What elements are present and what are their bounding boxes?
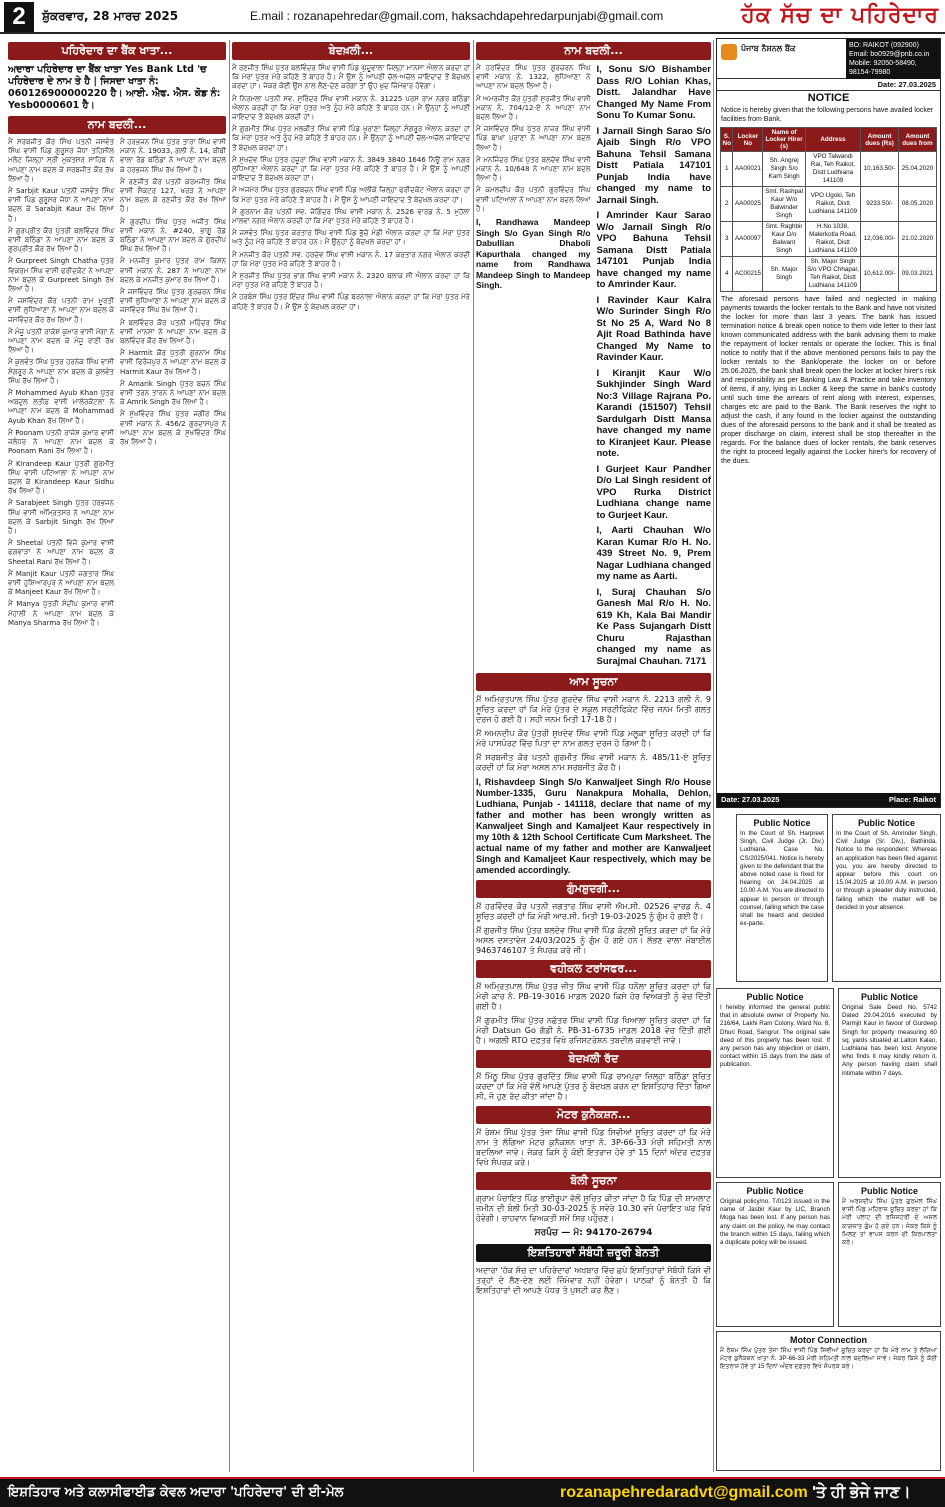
list-item: ਮੈਂ Manjit Kaur ਪਤਨੀ ਜਗਤਾਰ ਸਿੰਘ ਵਾਸੀ ਹੁਸ਼ਿਆਰਪੁਰ ਨੇ ਆਪਣਾ ਨਾਮ ਬਦਲ ਕੇ Manjeet Kaur ਰੱਖ ਲਿਆ ਹੈ। [8, 569, 114, 597]
list-item: ਮੈਂ ਸੁਰਜੀਤ ਸਿੰਘ ਪੁੱਤਰ ਭਾਗ ਸਿੰਘ ਵਾਸੀ ਮਕਾਨ ਨੰ. 2320 ਬਲਾਕ ਸੀ ਐਲਾਨ ਕਰਦਾ ਹਾਂ ਕਿ ਮੇਰਾ ਪੁੱਤਰ ਮੇਰੇ ਕਹਿਣੇ ਤੋਂ ਬਾਹਰ ਹੈ। [232, 272, 470, 290]
public-notice-2: Public Notice In the Court of Sh. Amrinder Singh, Civil Judge (Sr. Div.), Bathinda. Notice to the respondent: Whereas an application has been filed against you, you are hereby directed to appear before this court on 15.04.2025 at 10.00 A.M. in person or through a pleader duly instructed, failing which the matter will be decided in your absence. [832, 814, 941, 982]
list-item: ਮੈਂ ਮੰਜੂ ਪਤਨੀ ਰਾਕੇਸ਼ ਕੁਮਾਰ ਵਾਸੀ ਮੋਗਾ ਨੇ ਆਪਣਾ ਨਾਮ ਬਦਲ ਕੇ ਮੰਜੂ ਰਾਣੀ ਰੱਖ ਲਿਆ ਹੈ। [8, 327, 114, 355]
table-row: 2 AA00025 Smt. Rashpal Kaur W/o Balwinder Singh VPO Ugoki, Teh Raikot, Distt Ludhiana 141109 9233.50/- 08.05.2020 [721, 187, 937, 222]
list-item: I Kiranjit Kaur W/o Sukhjinder Singh Ward No:3 Village Rajrana Po. Karandi (151507) Tehsil Sardulgarh Distt Mansa have changed my name to Kiranjeet Kaur. Please note. [596, 367, 711, 459]
general-notice-heading: ਆਮ ਸੂਚਨਾ [476, 673, 711, 691]
bank-name: ਪੰਜਾਬ ਨੈਸ਼ਨਲ ਬੈਂਕ [741, 44, 796, 53]
list-item: ਮੈਂ Kirandeep Kaur ਪੁੱਤਰੀ ਗੁਰਮੀਤ ਸਿੰਘ ਵਾਸੀ ਪਟਿਆਲਾ ਨੇ ਆਪਣਾ ਨਾਮ ਬਦਲ ਕੇ Kirandeep Kaur Sidhu ਰੱਖ ਲਿਆ ਹੈ। [8, 459, 114, 496]
vehicle-transfer-heading: ਵਹੀਕਲ ਟਰਾਂਸਫਰ... [476, 960, 711, 978]
public-notice-1: Public Notice In the Court of Sh. Harpreet Singh, Civil Judge (Jr. Div.) Ludhiana. Case No. CS/2025/041. Notice is hereby given to the defendant that the above noted case is fixed for hearing on 24.04.2025 at 10.00 A.M. You are directed to appear in person or through counsel, failing which the case shall be heard and decided ex-parte. [736, 814, 828, 982]
list-item: ਮੈਂ ਸਰਬਜੀਤ ਕੌਰ ਪਤਨੀ ਗੁਰਮੀਤ ਸਿੰਘ ਵਾਸੀ ਮਕਾਨ ਨੰ. 485/11-ਏ ਸੂਚਿਤ ਕਰਦੀ ਹਾਂ ਕਿ ਮੇਰਾ ਅਸਲ ਨਾਮ ਸਰਬਜੀਤ ਕੌਰ ਹੈ। [476, 753, 711, 772]
issue-date: ਸ਼ੁੱਕਰਵਾਰ, 28 ਮਾਰਚ 2025 [42, 9, 179, 23]
notices-right-list [120, 138, 226, 631]
list-item: ਮੈਂ ਕਮਲਦੀਪ ਕੌਰ ਪਤਨੀ ਗੁਰਵਿੰਦਰ ਸਿੰਘ ਵਾਸੀ ਪਟਿਆਲਾ ਨੇ ਆਪਣਾ ਨਾਮ ਬਦਲ ਲਿਆ ਹੈ। [476, 186, 591, 213]
list-item: I Jarnail Singh Sarao S/o Ajaib Singh R/o VPO Bahuna Tehsil Samana Distt Patiala 147101 Punjab India have changed my name to Jarnail Singh. [596, 125, 711, 206]
auction-contact: ਸਰਪੰਚ — ਮੋ: 94170-26794 [534, 1228, 653, 1238]
name-change-heading-2: ਨਾਮ ਬਦਲੀ... [476, 42, 711, 60]
list-item: ਮੈਂ ਮਨਜਿੰਦਰ ਸਿੰਘ ਪੁੱਤਰ ਬਲਦੇਵ ਸਿੰਘ ਵਾਸੀ ਮਕਾਨ ਨੰ. 10/648 ਨੇ ਆਪਣਾ ਨਾਮ ਬਦਲ ਲਿਆ ਹੈ। [476, 155, 591, 183]
bank-logo-icon [721, 44, 737, 60]
bank-notice-intro: Notice is hereby given that the following persons have availed locker facilities from Bank. [721, 107, 934, 123]
table-row: 4 AC00215 Sh. Major Singh Sh. Major Singh S/o VPO Chhapar, Teh Raikot, Distt Ludhiana 141109 10,612.00/- 09.03.2021 [721, 257, 937, 292]
page-number: 2 [4, 2, 34, 32]
list-item: ਮੈਂ ਕੁਲਵੰਤ ਸਿੰਘ ਪੁੱਤਰ ਹਰਨੇਕ ਸਿੰਘ ਵਾਸੀ ਸੰਗਰੂਰ ਨੇ ਆਪਣਾ ਨਾਮ ਬਦਲ ਕੇ ਕੁਲਵੰਤ ਸਿੰਘ ਰੱਖ ਲਿਆ ਹੈ। [8, 358, 114, 385]
public-notice-5: Public Notice Original policy/no. T/0123 issued in the name of Jasbir Kaur by LIC, Branch Moga has been lost. If any person has any claim on the policy, he may contact the branch within 15 days, failing which a duplicate policy will be issued. [716, 1182, 834, 1327]
notices-left-list [8, 138, 114, 631]
list-item: I Ravinder Kaur Kalra W/o Surinder Singh R/o St No 25 A, Ward No 8 Ajit Road Bathinda have Changed My Name to Ravinder Kaur. [596, 294, 711, 363]
column-divider [473, 40, 474, 1472]
header-email[interactable]: E.mail : rozanapehredar@gmail.com, haksachdapehredarpunjabi@gmail.com [250, 9, 664, 23]
list-item: ਮੈਂ Manya ਪੁੱਤਰੀ ਸੰਦੀਪ ਕੁਮਾਰ ਵਾਸੀ ਮੋਹਾਲੀ ਨੇ ਆਪਣਾ ਨਾਮ ਬਦਲ ਕੇ Manya Sharma ਰੱਖ ਲਿਆ ਹੈ। [8, 600, 114, 627]
list-item: ਮੈਂ ਹਰਬੰਸ ਸਿੰਘ ਪੁੱਤਰ ਇੰਦਰ ਸਿੰਘ ਵਾਸੀ ਪਿੰਡ ਬਰਨਾਲਾ ਐਲਾਨ ਕਰਦਾ ਹਾਂ ਕਿ ਮੇਰਾ ਪੁੱਤਰ ਮੇਰੇ ਕਹਿਣੇ ਤੋਂ ਬਾਹਰ ਹੈ। ਮੈਂ ਉਸ ਨੂੰ ਬੇਦਖ਼ਲ ਕਰਦਾ ਹਾਂ। [232, 293, 470, 311]
list-item: ਮੈਂ ਸੁਖਦੇਵ ਸਿੰਘ ਪੁੱਤਰ ਹਜ਼ੂਰਾ ਸਿੰਘ ਵਾਸੀ ਮਕਾਨ ਨੰ. 3849 3840 1646 ਨਿਊ ਰਾਮ ਨਗਰ ਲੁਧਿਆਣਾ ਐਲਾਨ ਕਰਦਾ ਹਾਂ ਕਿ ਮੇਰਾ ਪੁੱਤਰ ਮੇਰੇ ਕਹਿਣੇ ਤੋਂ ਬਾਹਰ ਹੈ। ਮੈਂ ਉਸ ਨੂੰ ਆਪਣੀ ਜਾਇਦਾਦ ਤੋਂ ਬੇਦਖ਼ਲ ਕਰਦਾ ਹਾਂ। [232, 155, 470, 183]
page-footer [0, 1477, 945, 1507]
list-item: ਮੈਂ ਜਸਵਿੰਦਰ ਸਿੰਘ ਪੁੱਤਰ ਨਾਜ਼ਰ ਸਿੰਘ ਵਾਸੀ ਪਿੰਡ ਬਾਘਾ ਪੁਰਾਣਾ ਨੇ ਆਪਣਾ ਨਾਮ ਬਦਲ ਲਿਆ ਹੈ। [476, 125, 591, 152]
list-item: ਮੈਂ ਅਮ੍ਰਿਤਪਾਲ ਸਿੰਘ ਪੁੱਤਰ ਗੁਰਦੇਵ ਸਿੰਘ ਵਾਸੀ ਮਕਾਨ ਨੰ. 2213 ਗਲੀ ਨੰ. 9 ਸੂਚਿਤ ਕਰਦਾ ਹਾਂ ਕਿ ਮੇਰੇ ਪੁੱਤਰ ਦੇ ਸਕੂਲ ਸਰਟੀਫਿਕੇਟ ਵਿੱਚ ਜਨਮ ਮਿਤੀ ਗਲਤ ਦਰਜ ਹੋ ਗਈ ਹੈ। ਸਹੀ ਜਨਮ ਮਿਤੀ 17-18 ਹੈ। [476, 695, 711, 724]
page-header [0, 0, 945, 34]
bank-notice-footer: Date: 27.03.2025 Place: Raikot [717, 793, 940, 807]
list-item: ਮੈਂ ਮਿੱਠੂ ਸਿੰਘ ਪੁੱਤਰ ਗੁਰਦਿੱਤ ਸਿੰਘ ਵਾਸੀ ਪਿੰਡ ਰਾਮਪੁਰਾ ਜ਼ਿਲ੍ਹਾ ਬਠਿੰਡਾ ਸੂਚਿਤ ਕਰਦਾ ਹਾਂ ਕਿ ਮੇਰੇ ਵੱਲੋਂ ਆਪਣੇ ਪੁੱਤਰ ਨੂੰ ਬੇਦਖ਼ਲ ਕਰਨ ਦਾ ਇਸ਼ਤਿਹਾਰ ਦਿੱਤਾ ਗਿਆ ਸੀ, ਜੋ ਹੁਣ ਰੱਦ ਕੀਤਾ ਜਾਂਦਾ ਹੈ। [476, 1072, 711, 1101]
list-item: ਮੈਂ Sarabjeet Singh ਪੁੱਤਰ ਹਰਭਜਨ ਸਿੰਘ ਵਾਸੀ ਅੰਮ੍ਰਿਤਸਰ ਨੇ ਆਪਣਾ ਨਾਮ ਬਦਲ ਕੇ Sarbjit Singh ਰੱਖ ਲਿਆ ਹੈ। [8, 499, 114, 535]
column-misc-notices [476, 40, 711, 1472]
list-item: ਮੈਂ ਗੁਰਜੀਤ ਸਿੰਘ ਪੁੱਤਰ ਬਲਦੇਵ ਸਿੰਘ ਵਾਸੀ ਪਿੰਡ ਕੋਟਲੀ ਸੂਚਿਤ ਕਰਦਾ ਹਾਂ ਕਿ ਮੇਰੇ ਅਸਲ ਦਸਤਾਵੇਜ਼ 24/03/2025 ਨੂੰ ਗੁੰਮ ਹੋ ਗਏ ਹਨ। ਲੱਭਣ ਵਾਲਾ ਮੋਬਾਈਲ 9463746107 ਤੇ ਸੰਪਰਕ ਕਰੇ ਜੀ। [476, 926, 711, 955]
ad-disclaimer-text: ਅਦਾਰਾ 'ਹੱਕ ਸੱਚ ਦਾ ਪਹਿਰੇਦਾਰ' ਅਖ਼ਬਾਰ ਵਿੱਚ ਛਪੇ ਇਸ਼ਤਿਹਾਰਾਂ ਸੰਬੰਧੀ ਕਿਸੇ ਵੀ ਤਰ੍ਹਾਂ ਦੇ ਲੈਣ-ਦੇਣ ਲਈ ਜ਼ਿੰਮੇਵਾਰ ਨਹੀਂ ਹੋਵੇਗਾ। ਪਾਠਕਾਂ ਨੂੰ ਬੇਨਤੀ ਹੈ ਕਿ ਇਸ਼ਤਿਹਾਰਾਂ ਦੀ ਆਪਣੇ ਪੱਧਰ ਤੇ ਪੁਸ਼ਟੀ ਕਰ ਲੈਣ। [476, 1266, 711, 1295]
list-item: ਮੈਂ ਹਰਭਜਨ ਸਿੰਘ ਪੁੱਤਰ ਤਾਰਾ ਸਿੰਘ ਵਾਸੀ ਮਕਾਨ ਨੰ. 19033, ਗਲੀ ਨੰ. 14, ਬੀਬੀ ਵਾਲਾ ਰੋਡ ਬਠਿੰਡਾ ਨੇ ਆਪਣਾ ਨਾਮ ਬਦਲ ਕੇ ਹਰਭਜਨ ਸਿੰਘ ਰੱਖ ਲਿਆ ਹੈ। [120, 138, 226, 174]
disownment-heading: ਬੇਦਖ਼ਲੀ... [232, 42, 470, 60]
list-item: I, Randhawa Mandeep Singh S/o Gyan Singh R/o Dabullian Dhaboli Kapurthala changed my name from Randhawa Mandeep Singh to Mandeep Singh. [476, 217, 591, 291]
list-item: ਮੈਂ Poonam ਪਤਨੀ ਰਾਜੇਸ਼ ਕੁਮਾਰ ਵਾਸੀ ਜਲੰਧਰ ਨੇ ਆਪਣਾ ਨਾਮ ਬਦਲ ਕੇ Poonam Rani ਰੱਖ ਲਿਆ ਹੈ। [8, 428, 114, 456]
motor-connection-notice: Motor Connection ਮੈਂ ਰੇਸ਼ਮ ਸਿੰਘ ਪੁੱਤਰ ਤੇਜਾ ਸਿੰਘ ਵਾਸੀ ਪਿੰਡ ਸਿਵੀਆਂ ਸੂਚਿਤ ਕਰਦਾ ਹਾਂ ਕਿ ਮੇਰੇ ਨਾਮ ਤੇ ਲੱਗਿਆ ਮੋਟਰ ਕੁਨੈਕਸ਼ਨ ਖਾਤਾ ਨੰ. 3P-66-33 ਮੇਰੀ ਸਹਿਮਤੀ ਨਾਲ ਬਦਲਿਆ ਜਾਵੇ। ਜੇਕਰ ਕਿਸੇ ਨੂੰ ਕੋਈ ਇਤਰਾਜ਼ ਹੋਵੇ ਤਾਂ 15 ਦਿਨਾਂ ਅੰਦਰ ਦਫ਼ਤਰ ਵਿਖੇ ਸੰਪਰਕ ਕਰੇ। [716, 1331, 941, 1471]
name-change-heading: ਨਾਮ ਬਦਲੀ... [8, 116, 226, 134]
list-item: ਮੈਂ Gurpreet Singh Chatha ਪੁੱਤਰ ਵਿਕਰਮ ਸਿੰਘ ਵਾਸੀ ਫਰੀਦਕੋਟ ਨੇ ਆਪਣਾ ਨਾਮ ਬਦਲ ਕੇ Gurpreet Singh ਰੱਖ ਲਿਆ ਹੈ। [8, 257, 114, 294]
column-divider [713, 40, 714, 1472]
list-item: ਮੈਂ ਗੁਰਮੀਤ ਸਿੰਘ ਪੁੱਤਰ ਨਛੱਤਰ ਸਿੰਘ ਵਾਸੀ ਪਿੰਡ ਖਿਆਲਾ ਸੂਚਿਤ ਕਰਦਾ ਹਾਂ ਕਿ ਮੇਰੀ Datsun Go ਗੱਡੀ ਨੰ. PB-31-6735 ਮਾਡਲ 2018 ਵੇਚ ਦਿੱਤੀ ਗਈ ਹੈ। ਅਗਲੀ RTO ਦਫ਼ਤਰ ਵਿਖੇ ਰਜਿਸਟਰੇਸ਼ਨ ਤਬਦੀਲ ਕਰਵਾਈ ਜਾਵੇ। [476, 1016, 711, 1045]
list-item: ਮੈਂ Mohammed Ayub Khan ਪੁੱਤਰ ਅਬਦੁਲ ਲਤੀਫ਼ ਵਾਸੀ ਮਾਲੇਰਕੋਟਲਾ ਨੇ ਆਪਣਾ ਨਾਮ ਬਦਲ ਕੇ Mohammad Ayub Khan ਰੱਖ ਲਿਆ ਹੈ। [8, 389, 114, 425]
bank-notice-title: NOTICE [807, 92, 850, 104]
ad-disclaimer-heading: ਇਸ਼ਤਿਹਾਰਾਂ ਸੰਬੰਧੀ ਜ਼ਰੂਰੀ ਬੇਨਤੀ [476, 1244, 711, 1262]
list-item: ਮੈਂ ਰਣਜੀਤ ਸਿੰਘ ਪੁੱਤਰ ਬਲਵਿੰਦਰ ਸਿੰਘ ਵਾਸੀ ਪਿੰਡ ਘੁੱਦੂਵਾਲਾ ਜ਼ਿਲ੍ਹਾ ਮਾਨਸਾ ਐਲਾਨ ਕਰਦਾ ਹਾਂ ਕਿ ਮੇਰਾ ਪੁੱਤਰ ਮੇਰੇ ਕਹਿਣੇ ਤੋਂ ਬਾਹਰ ਹੈ। ਮੈਂ ਉਸ ਨੂੰ ਆਪਣੀ ਚੱਲ-ਅਚੱਲ ਜਾਇਦਾਦ ਤੋਂ ਬੇਦਖ਼ਲ ਕਰਦਾ ਹਾਂ। ਜੇਕਰ ਕੋਈ ਉਸ ਨਾਲ ਲੈਣ-ਦੇਣ ਕਰੇਗਾ ਤਾਂ ਉਹ ਖ਼ੁਦ ਜ਼ਿੰਮੇਵਾਰ ਹੋਵੇਗਾ। [232, 64, 470, 91]
list-item: ਮੈਂ ਅਮ੍ਰਿਤਪਾਲ ਸਿੰਘ ਪੁੱਤਰ ਜੀਤ ਸਿੰਘ ਵਾਸੀ ਪਿੰਡ ਧਨੌਲਾ ਸੂਚਿਤ ਕਰਦਾ ਹਾਂ ਕਿ ਮੇਰੀ ਕਾਰ ਨੰ. PB-19-3016 ਮਾਡਲ 2020 ਕਿਸੇ ਹੋਰ ਵਿਅਕਤੀ ਨੂੰ ਵੇਚ ਦਿੱਤੀ ਗਈ ਹੈ। [476, 982, 711, 1011]
list-item: ਮੈਂ ਜਸਵਿੰਦਰ ਸਿੰਘ ਪੁੱਤਰ ਗੁਰਚਰਨ ਸਿੰਘ ਵਾਸੀ ਲੁਧਿਆਣਾ ਨੇ ਆਪਣਾ ਨਾਮ ਬਦਲ ਕੇ ਜਸਵਿੰਦਰ ਸਿੰਘ ਰੱਖ ਲਿਆ ਹੈ। [120, 288, 226, 315]
disownment-cancel-heading: ਬੇਦਖ਼ਲੀ ਰੱਦ [476, 1050, 711, 1068]
locker-table: S. No Locker No Name of Locker Hirer (s) Address Amount dues (Rs) Amount dues from 1 AA00021 Sh. Angrej Singh S/o Karh Singh VPO Talwandi Rai, Teh Raikot, Distt Ludhiana 141109 10,163.50/- 25.04.2020 2 AA00025 Smt. Rashpal Kaur W/o Balwinder Singh VPO Ugoki, Teh Raikot, Distt Ludhiana 141109 9233.50/- 08.05.2020 3 AA00097 Smt. Raghbir Kaur D/o Balwant Singh H.No 1038, Malerkotla Road, Raikot, Distt Ludhiana 141109 12,036.00/- 21.02.2020 4 AC00215 Sh. Major Singh Sh. Major Singh S/o VPO Chhapar, Teh Raikot, Distt Ludhiana 141109 10,612.00/- 09.03.2021 [720, 127, 937, 292]
name-right-list [597, 64, 712, 671]
list-item: ਮੈਂ ਗੁਰਪ੍ਰੀਤ ਕੌਰ ਪੁੱਤਰੀ ਬਲਵਿੰਦਰ ਸਿੰਘ ਵਾਸੀ ਬਠਿੰਡਾ ਨੇ ਆਪਣਾ ਨਾਮ ਬਦਲ ਕੇ ਗੁਰਪ੍ਰੀਤ ਕੌਰ ਰੱਖ ਲਿਆ ਹੈ। [8, 226, 114, 254]
footer-email[interactable]: rozanapehredaradvt@gmail.com 'ਤੇ ਹੀ ਭੇਜੇ ਜਾਣ। [560, 1484, 911, 1501]
list-item: ਗ੍ਰਾਮ ਪੰਚਾਇਤ ਪਿੰਡ ਭਾਈਰੂਪਾ ਵੱਲੋਂ ਸੂਚਿਤ ਕੀਤਾ ਜਾਂਦਾ ਹੈ ਕਿ ਪਿੰਡ ਦੀ ਸ਼ਾਮਲਾਟ ਜ਼ਮੀਨ ਦੀ ਬੋਲੀ ਮਿਤੀ 30-03-2025 ਨੂੰ ਸਵੇਰੇ 10.30 ਵਜੇ ਪੰਚਾਇਤ ਘਰ ਵਿਖੇ ਹੋਵੇਗੀ। ਚਾਹਵਾਨ ਵਿਅਕਤੀ ਸਮੇਂ ਸਿਰ ਪਹੁੰਚਣ। [476, 1194, 711, 1223]
bank-notice-date: Date: 27.03.2025 [717, 79, 940, 91]
list-item: ਮੈਂ ਗੁਰਨਾਮ ਕੌਰ ਪਤਨੀ ਸਵ. ਜੋਗਿੰਦਰ ਸਿੰਘ ਵਾਸੀ ਮਕਾਨ ਨੰ. 2526 ਵਾਰਡ ਨੰ. 5 ਮੁਹੱਲਾ ਮਾਲਵਾ ਨਗਰ ਐਲਾਨ ਕਰਦੀ ਹਾਂ ਕਿ ਮੇਰਾ ਪੁੱਤਰ ਮੇਰੇ ਕਹਿਣੇ ਤੋਂ ਬਾਹਰ ਹੈ। [232, 207, 470, 226]
list-item: ਮੈਂ Amarik Singh ਪੁੱਤਰ ਬਚਨ ਸਿੰਘ ਵਾਸੀ ਤਰਨ ਤਾਰਨ ਨੇ ਆਪਣਾ ਨਾਮ ਬਦਲ ਕੇ Amrik Singh ਰੱਖ ਲਿਆ ਹੈ। [120, 379, 226, 407]
list-item: ਮੈਂ ਮਨਜੀਤ ਕੌਰ ਪਤਨੀ ਸਵ. ਹਰਦੇਵ ਸਿੰਘ ਵਾਸੀ ਮਕਾਨ ਨੰ. 17 ਕਰਤਾਰ ਨਗਰ ਐਲਾਨ ਕਰਦੀ ਹਾਂ ਕਿ ਮੇਰਾ ਪੁੱਤਰ ਮੇਰੇ ਕਹਿਣੇ ਤੋਂ ਬਾਹਰ ਹੈ। [232, 250, 470, 268]
public-notice-6: Public Notice ਮੈਂ ਅਰਸ਼ਦੀਪ ਸਿੰਘ ਪੁੱਤਰ ਗੁਰਮੇਲ ਸਿੰਘ ਵਾਸੀ ਪਿੰਡ ਮਹਿਰਾਜ ਸੂਚਿਤ ਕਰਦਾ ਹਾਂ ਕਿ ਮੇਰੀ ਪਲਾਟ ਦੀ ਰਜਿਸਟਰੀ ਦੇ ਅਸਲ ਕਾਗਜ਼ਾਤ ਗੁੰਮ ਹੋ ਗਏ ਹਨ। ਜੇਕਰ ਕਿਸੇ ਨੂੰ ਮਿਲਣ ਤਾਂ ਵਾਪਸ ਕਰਨ ਦੀ ਕਿਰਪਾਲਤਾ ਕਰੇ। [838, 1182, 941, 1327]
table-row: 1 AA00021 Sh. Angrej Singh S/o Karh Singh VPO Talwandi Rai, Teh Raikot, Distt Ludhiana 141109 10,163.50/- 25.04.2020 [721, 152, 937, 187]
bank-branch-info: BO: RAIKOT (092900) Email: bo0929@pnb.co.in Mobile: 92050-58490, 98154-79980 [846, 39, 940, 79]
list-item: ਮੈਂ ਨਿਰਮਲਾ ਪਤਨੀ ਸਵ. ਸੁਰਿੰਦਰ ਸਿੰਘ ਵਾਸੀ ਮਕਾਨ ਨੰ. 31225 ਪਰਸ ਰਾਮ ਨਗਰ ਬਠਿੰਡਾ ਐਲਾਨ ਕਰਦੀ ਹਾਂ ਕਿ ਮੇਰਾ ਪੁੱਤਰ ਅਤੇ ਨੂੰਹ ਮੇਰੇ ਕਹਿਣੇ ਤੋਂ ਬਾਹਰ ਹਨ। ਮੈਂ ਉਨ੍ਹਾਂ ਨੂੰ ਆਪਣੀ ਜਾਇਦਾਦ ਤੋਂ ਬੇਦਖ਼ਲ ਕਰਦੀ ਹਾਂ। [232, 94, 470, 122]
masthead: ਹੱਕ ਸੱਚ ਦਾ ਪਹਿਰੇਦਾਰ [741, 2, 939, 28]
list-item: ਮੈਂ ਬਲਵਿੰਦਰ ਕੌਰ ਪਤਨੀ ਮਹਿੰਦਰ ਸਿੰਘ ਵਾਸੀ ਮਾਨਸਾ ਨੇ ਆਪਣਾ ਨਾਮ ਬਦਲ ਕੇ ਬਲਵਿੰਦਰ ਕੌਰ ਰੱਖ ਲਿਆ ਹੈ। [120, 318, 226, 346]
column-divider [229, 40, 230, 1472]
list-item: ਮੈਂ ਜਸਵਿੰਦਰ ਕੌਰ ਪਤਨੀ ਰਾਮ ਮੂਰਤੀ ਵਾਸੀ ਲੁਧਿਆਣਾ ਨੇ ਆਪਣਾ ਨਾਮ ਬਦਲ ਕੇ ਜਸਵਿੰਦਰ ਕੌਰ ਰੱਖ ਲਿਆ ਹੈ। [8, 297, 114, 324]
list-item: ਮੈਂ ਜਸਵੰਤ ਸਿੰਘ ਪੁੱਤਰ ਕਰਤਾਰ ਸਿੰਘ ਵਾਸੀ ਪਿੰਡ ਭੁੱਚੋ ਮੰਡੀ ਐਲਾਨ ਕਰਦਾ ਹਾਂ ਕਿ ਮੇਰਾ ਪੁੱਤਰ ਅਤੇ ਨੂੰਹ ਮੇਰੇ ਕਹਿਣੇ ਤੋਂ ਬਾਹਰ ਹਨ। ਮੈਂ ਉਨ੍ਹਾਂ ਨੂੰ ਬੇਦਖ਼ਲ ਕਰਦਾ ਹਾਂ। [232, 229, 470, 247]
list-item: ਮੈਂ Harmit ਕੌਰ ਪੁੱਤਰੀ ਗੁਰਨਾਮ ਸਿੰਘ ਵਾਸੀ ਫਿਰੋਜ਼ਪੁਰ ਨੇ ਆਪਣਾ ਨਾਮ ਬਦਲ ਕੇ Harmit Kaur ਰੱਖ ਲਿਆ ਹੈ। [120, 349, 226, 376]
list-item: ਮੈਂ ਗੁਰਦੀਪ ਸਿੰਘ ਪੁੱਤਰ ਅਜੀਤ ਸਿੰਘ ਵਾਸੀ ਮਕਾਨ ਨੰ. #240, ਭਾਗੂ ਰੋਡ ਬਠਿੰਡਾ ਨੇ ਆਪਣਾ ਨਾਮ ਬਦਲ ਕੇ ਗੁਰਦੀਪ ਸਿੰਘ ਰੱਖ ਲਿਆ ਹੈ। [120, 217, 226, 254]
list-item: I, Suraj Chauhan S/o Ganesh Mal R/o H. No. 619 Kh, Kala Bai Mandir Ke Pass Sujangarh Distt Churu Rajasthan changed my name as Surajmal Chauhan. 7171 [596, 586, 711, 667]
column-name-change [8, 40, 226, 1472]
footer-text: ਇਸ਼ਤਿਹਾਰ ਅਤੇ ਕਲਾਸੀਫਾਈਡ ਕੇਵਲ ਅਦਾਰਾ 'ਪਹਿਰੇਦਾਰ' ਦੀ ਈ-ਮੇਲ [8, 1485, 344, 1500]
list-item: I, Sonu S/O Bishamber Dass R/O Lohian Khas, Distt. Jalandhar Have Changed My Name From Sonu To Kumar Sonu. [596, 64, 711, 121]
list-item: ਮੈਂ ਰਣਜੀਤ ਕੌਰ ਪਤਨੀ ਕਰਮਜੀਤ ਸਿੰਘ ਵਾਸੀ ਸੈਕਟਰ 127, ਖਰੜ ਨੇ ਆਪਣਾ ਨਾਮ ਬਦਲ ਕੇ ਰਣਜੀਤ ਕੌਰ ਰੱਖ ਲਿਆ ਹੈ। [120, 177, 226, 214]
table-row: 3 AA00097 Smt. Raghbir Kaur D/o Balwant Singh H.No 1038, Malerkotla Road, Raikot, Distt Ludhiana 141109 12,036.00/- 21.02.2020 [721, 222, 937, 257]
list-item: ਮੈਂ ਮਨਜੀਤ ਕੁਮਾਰ ਪੁੱਤਰ ਰਾਮ ਕਿਸ਼ਨ ਵਾਸੀ ਮਕਾਨ ਨੰ. 287 ਨੇ ਆਪਣਾ ਨਾਮ ਬਦਲ ਕੇ ਮਨਜੀਤ ਕੁਮਾਰ ਰੱਖ ਲਿਆ ਹੈ। [120, 257, 226, 284]
bank-notice-body: The aforesaid persons have failed and neglected in making payments towards the locker rentals to the Bank and have not visited the locker for more than last 3 years. The bank has issued termination notice & break open notice to them vide letter to their last known communicated address with the bank advising them to make the repayment of locker rentals or operate the locker. This is final notice to notify that if the above mentioned persons fails to pay the locker rentals to the Bank/operate the locker on or before 25.06.2025, the bank shall break open the locker at locker hirer's risk and responsibility as per Banking Law & Practice and take inventory of items, if any, lying in Locker & keep the same in bank's custody until such time the arrears of rent along with interest, expenses, charges etc are paid to the Bank. The Bank reserves the right to adjust the cash, if any found in the locker against the outstanding dues of the aforesaid persons to the bank and it shall be treated as proper discharge on claim, interest shall be stop thereafter in the regards. For the balance dues of locker rentals, the bank reserves the right to proceed legally against the Locker hirer's for recovery of the dues. [721, 296, 936, 465]
public-notice-3: Public Notice I hereby informed the general public that in absolute owner of Property No. 216/64, Lakhi Ram Colony, Ward No. 8, Dhuri Road, Sangrur. The original sale deed of this property has been lost. If any person has any objection or claim, contact within 15 days from the date of publication. [716, 988, 834, 1178]
list-item: I Gurjeet Kaur Pandher D/o Lal Singh resident of VPO Rurka District Ludhiana change name to Gurjeet Kaur. [596, 463, 711, 521]
missing-heading: ਗੁੰਮਸ਼ੁਦਗੀ... [476, 880, 711, 898]
list-item: I, Rishavdeep Singh S/o Kanwaljeet Singh R/o House Number-1335, Guru Nanakpura Mohalla, Dehlon, Ludhiana, Punjab - 141118, declare that name of my father and mother has been wrongly written as Kanwaljeet Singh and Kamaljeet Kaur respectively in my 10th & 12th School Certificate Cum Marksheet. The actual name of my father and mother are Kanwaljeet Singh and Kamaljeet Kaur respectively, which may be amended accordingly. [476, 777, 711, 875]
motor-connection-heading: ਮੋਟਰ ਕੁਨੈਕਸ਼ਨ... [476, 1106, 711, 1124]
list-item: ਮੈਂ ਹਰਵਿੰਦਰ ਕੌਰ ਪਤਨੀ ਜਗਤਾਰ ਸਿੰਘ ਵਾਸੀ ਐਮ.ਸੀ. 02526 ਵਾਰਡ ਨੰ. 4 ਸੂਚਿਤ ਕਰਦੀ ਹਾਂ ਕਿ ਮੇਰੀ ਆਰ.ਸੀ. ਮਿਤੀ 19-03-2025 ਨੂੰ ਗੁੰਮ ਹੋ ਗਈ ਹੈ। [476, 902, 711, 921]
list-item: ਮੈਂ ਅਮਨਦੀਪ ਕੌਰ ਪੁੱਤਰੀ ਸੁਖਦੇਵ ਸਿੰਘ ਵਾਸੀ ਪਿੰਡ ਮਲੂਕਾ ਸੂਚਿਤ ਕਰਦੀ ਹਾਂ ਕਿ ਮੇਰੇ ਪਾਸਪੋਰਟ ਵਿੱਚ ਪਿਤਾ ਦਾ ਨਾਮ ਗਲਤ ਦਰਜ ਹੋ ਗਿਆ ਹੈ। [476, 729, 711, 748]
list-item: ਮੈਂ ਹਰਵਿੰਦਰ ਸਿੰਘ ਪੁੱਤਰ ਗੁਰਚਰਨ ਸਿੰਘ ਵਾਸੀ ਮਕਾਨ ਨੰ. 1322, ਲੁਧਿਆਣਾ ਨੇ ਆਪਣਾ ਨਾਮ ਬਦਲ ਲਿਆ ਹੈ। [476, 64, 591, 91]
public-notice-4: Public Notice Original Sale Deed No. 5742 Dated 29.04.2016 executed by Parmjit Kaur in favour of Gurdeep Singh for property measuring 60 sq. yards situated at Lalton Kalan, Ludhiana has been lost. Anyone who finds it may kindly return it. Any person having claim shall intimate within 7 days. [838, 988, 941, 1178]
list-item: ਮੈਂ Sheetal ਪਤਨੀ ਵਿਜੇ ਕੁਮਾਰ ਵਾਸੀ ਫਗਵਾੜਾ ਨੇ ਆਪਣਾ ਨਾਮ ਬਦਲ ਕੇ Sheetal Rani ਰੱਖ ਲਿਆ ਹੈ। [8, 539, 114, 566]
auction-heading: ਬੋਲੀ ਸੂਚਨਾ [476, 1172, 711, 1190]
list-item: ਮੈਂ ਅਜਮੇਰ ਸਿੰਘ ਪੁੱਤਰ ਗੁਰਬਚਨ ਸਿੰਘ ਵਾਸੀ ਪਿੰਡ ਅਲੀਕੇ ਜ਼ਿਲ੍ਹਾ ਫਰੀਦਕੋਟ ਐਲਾਨ ਕਰਦਾ ਹਾਂ ਕਿ ਮੇਰਾ ਪੁੱਤਰ ਮੇਰੇ ਕਹਿਣੇ ਤੋਂ ਬਾਹਰ ਹੈ। ਮੈਂ ਉਸ ਨੂੰ ਆਪਣੀ ਜਾਇਦਾਦ ਤੋਂ ਬੇਦਖ਼ਲ ਕਰਦਾ ਹਾਂ। [232, 186, 470, 204]
list-item: ਮੈਂ ਅਮਰਜੀਤ ਕੌਰ ਪੁੱਤਰੀ ਸੁਰਜੀਤ ਸਿੰਘ ਵਾਸੀ ਮਕਾਨ ਨੰ. 704/12-ਏ ਨੇ ਆਪਣਾ ਨਾਮ ਬਦਲ ਲਿਆ ਹੈ। [476, 94, 591, 122]
bank-account-text: ਅਦਾਰਾ ਪਹਿਰੇਦਾਰ ਦਾ ਬੈਂਕ ਖਾਤਾ Yes Bank Ltd 'ਚ ਪਹਿਰੇਦਾਰ ਦੇ ਨਾਮ ਤੇ ਹੈ | ਜਿਸਦਾ ਖਾਤਾ ਨੰ: 060126900000220 ਹੈ। ਆਈ. ਐਫ. ਐਸ. ਕੋਡ ਨੰ: Yesb0000601 ਹੈ। [8, 64, 221, 111]
bank-locker-notice [716, 38, 941, 808]
list-item: ਮੈਂ ਗੁਰਮੀਤ ਸਿੰਘ ਪੁੱਤਰ ਮਲਕੀਤ ਸਿੰਘ ਵਾਸੀ ਪਿੰਡ ਖੁਰਾਣਾ ਜ਼ਿਲ੍ਹਾ ਸੰਗਰੂਰ ਐਲਾਨ ਕਰਦਾ ਹਾਂ ਕਿ ਮੇਰਾ ਪੁੱਤਰ ਅਤੇ ਨੂੰਹ ਮੇਰੇ ਕਹਿਣੇ ਤੋਂ ਬਾਹਰ ਹਨ। ਮੈਂ ਉਨ੍ਹਾਂ ਨੂੰ ਆਪਣੀ ਚੱਲ-ਅਚੱਲ ਜਾਇਦਾਦ ਤੋਂ ਬੇਦਖ਼ਲ ਕਰਦਾ ਹਾਂ। [232, 125, 470, 152]
list-item: I Amrinder Kaur Sarao W/o Jarnail Singh R/o VPO Bahuna Tehsil Samana Distt Patiala 147101 Punjab India have changed my name to Amrinder Kaur. [596, 210, 711, 290]
column-disownment [232, 40, 470, 1472]
bank-account-heading: ਪਹਿਰੇਦਾਰ ਦਾ ਬੈਂਕ ਖਾਤਾ... [8, 42, 226, 60]
list-item: ਮੈਂ ਰੇਸ਼ਮ ਸਿੰਘ ਪੁੱਤਰ ਤੇਜਾ ਸਿੰਘ ਵਾਸੀ ਪਿੰਡ ਸਿਵੀਆਂ ਸੂਚਿਤ ਕਰਦਾ ਹਾਂ ਕਿ ਮੇਰੇ ਨਾਮ ਤੇ ਲੱਗਿਆ ਮੋਟਰ ਕੁਨੈਕਸ਼ਨ ਖਾਤਾ ਨੰ. 3P-66-33 ਮੇਰੀ ਸਹਿਮਤੀ ਨਾਲ ਬਦਲਿਆ ਜਾਵੇ। ਜੇਕਰ ਕਿਸੇ ਨੂੰ ਕੋਈ ਇਤਰਾਜ਼ ਹੋਵੇ ਤਾਂ 15 ਦਿਨਾਂ ਅੰਦਰ ਦਫ਼ਤਰ ਵਿਖੇ ਸੰਪਰਕ ਕਰੇ। [476, 1128, 711, 1167]
list-item: ਮੈਂ ਸੁਖਵਿੰਦਰ ਸਿੰਘ ਪੁੱਤਰ ਜਗੀਰ ਸਿੰਘ ਵਾਸੀ ਮਕਾਨ ਨੰ. 456/2 ਗੁਰਦਾਸਪੁਰ ਨੇ ਆਪਣਾ ਨਾਮ ਬਦਲ ਕੇ ਸੁਖਵਿੰਦਰ ਸਿੰਘ ਰੱਖ ਲਿਆ ਹੈ। [120, 410, 226, 447]
list-item: ਮੈਂ Sarbjit Kaur ਪਤਨੀ ਜਸਵੰਤ ਸਿੰਘ ਵਾਸੀ ਪਿੰਡ ਗੁਰੂਸਰ ਜੋਧਾ ਨੇ ਆਪਣਾ ਨਾਮ ਬਦਲ ਕੇ Sarabjit Kaur ਰੱਖ ਲਿਆ ਹੈ। [8, 187, 114, 223]
list-item: I, Aarti Chauhan W/o Karan Kumar R/o H. No. 439 Street No. 9, Prem Nagar Ludhiana changed my name as Aarti. [596, 525, 711, 582]
list-item: ਮੈਂ ਸਰਬਜੀਤ ਕੌਰ ਸਿੰਘ ਪਤਨੀ ਜਸਵੰਤ ਸਿੰਘ ਵਾਸੀ ਪਿੰਡ ਗੁਰੂਸਰ ਜੋਧਾ ਤਹਿਸੀਲ ਮਲੋਟ ਜ਼ਿਲ੍ਹਾ ਸ੍ਰੀ ਮੁਕਤਸਰ ਸਾਹਿਬ ਨੇ ਆਪਣਾ ਨਾਮ ਬਦਲ ਕੇ ਸਰਬਜੀਤ ਕੌਰ ਰੱਖ ਲਿਆ ਹੈ। [8, 138, 114, 183]
name-left-list [476, 64, 591, 671]
